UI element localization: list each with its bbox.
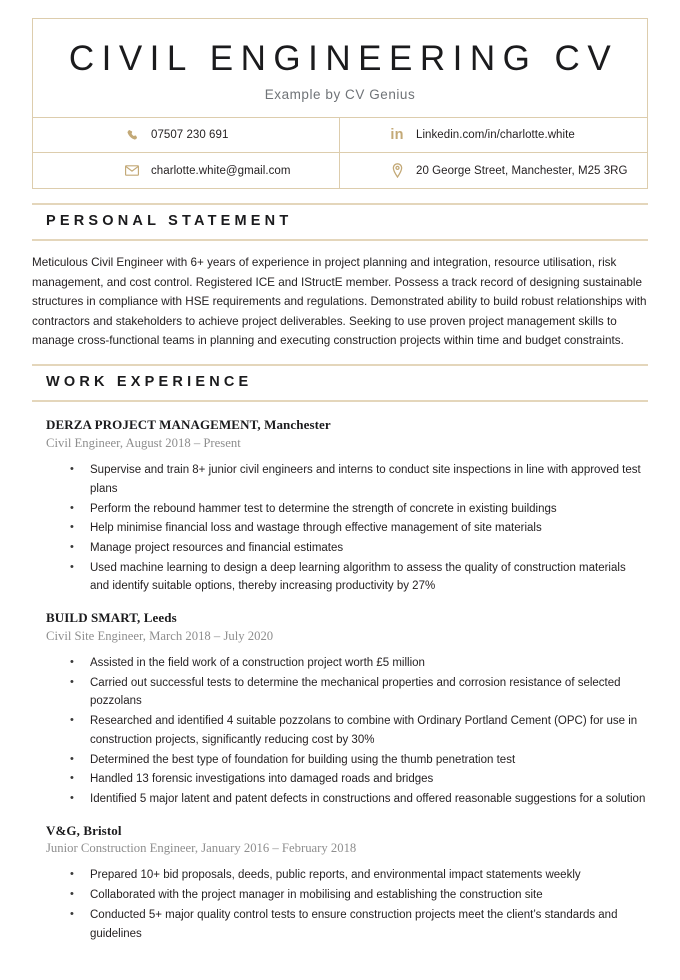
job-company: DERZA PROJECT MANAGEMENT, Manchester [46,417,331,433]
section-personal-statement [32,203,648,350]
personal-statement-body: Meticulous Civil Engineer with 6+ years of experience in project planning and integration, resource utilisation, risk management, and cost control. Registered ICE and IStructE member. Possess a track record of designing sustainable structures in compliance with HSE requirements and regulations. Demonstrated ability to build robust relationships with contractors and stakeholders to achieve project deliverables. Seeking to use proven project management skills to manage cross-functional teams in planning and executing construction projects within time and budget constraints. [32,256,647,347]
job-bullet: • Determined the best type of foundation for building using the thumb penetration test [32,751,648,770]
cv-page [0,18,680,980]
job-company: V&G, Bristol [46,822,122,838]
job-bullet: • Collaborated with the project manager in mobilising and establishing the construction site [32,886,648,905]
contact-address-value: 20 George Street, Manchester, M25 3RG [416,164,628,177]
job-bullet: • Help minimise financial loss and wastage through effective management of site materials [32,519,648,538]
section-work-experience [32,364,648,943]
job-title-dates: Civil Engineer, August 2018 – Present [46,435,241,450]
job-company: BUILD SMART, Leeds [46,610,177,626]
envelope-icon [119,165,145,176]
job-bullet: • Conducted 5+ major quality control tests to ensure construction projects meet the client’s standards and guidelines [32,906,648,943]
job-bullet-list [32,866,648,943]
job-title-dates: Junior Construction Engineer, January 2016 – February 2018 [46,841,357,856]
contact-phone-value: 07507 230 691 [151,129,229,142]
job-bullet: • Manage project resources and financial estimates [32,539,648,558]
job-bullet: • Used machine learning to design a deep learning algorithm to assess the quality of construction materials and identify suitable options, thereby increasing productivity by 27% [32,559,648,596]
job-title-dates: Civil Site Engineer, March 2018 – July 2020 [46,628,274,643]
contact-email[interactable] [33,153,340,188]
contact-linkedin[interactable] [340,118,647,153]
personal-statement-heading: PERSONAL STATEMENT [46,213,293,230]
job-bullet: • Carried out successful tests to determine the mechanical properties and corrosion resistance of selected pozzolans [32,674,648,711]
work-experience-heading: WORK EXPERIENCE [46,374,253,391]
page-subtitle: Example by CV Genius [264,87,416,103]
job-bullet: • Identified 5 major latent and patent defects in constructions and offered reasonable suggestions for a solution [32,790,648,809]
work-experience-list [32,416,648,943]
title-band [33,19,647,118]
job-entry [32,609,648,809]
job-bullet: • Assisted in the field work of a construction project worth £5 million [32,654,648,673]
contact-email-value: charlotte.white@gmail.com [151,164,291,177]
job-bullet: • Perform the rebound hammer test to determine the strength of concrete in existing buildings [32,500,648,519]
job-bullet: • Prepared 10+ bid proposals, deeds, public reports, and environmental impact statements weekly [32,866,648,885]
cv-header [32,18,648,189]
job-bullet: • Supervise and train 8+ junior civil engineers and interns to conduct site inspections in line with approved test plans [32,461,648,498]
phone-icon [119,129,145,142]
contact-phone[interactable] [33,118,340,153]
job-bullet: • Handled 13 forensic investigations into damaged roads and bridges [32,770,648,789]
map-pin-icon [384,163,410,178]
contact-linkedin-value: Linkedin.com/in/charlotte.white [416,129,575,142]
contact-address[interactable] [340,153,647,188]
work-experience-heading-bar [32,364,648,402]
job-entry [32,416,648,596]
job-bullet: • Researched and identified 4 suitable pozzolans to combine with Ordinary Portland Cement (OPC) for use in construction projects, significantly reducing cost by 30% [32,712,648,749]
job-bullet-list [32,461,648,596]
job-entry [32,822,648,944]
linkedin-icon: in [390,127,404,144]
contact-grid [33,118,647,188]
job-bullet-list [32,654,648,809]
page-title: CIVIL ENGINEERING CV [68,39,619,78]
personal-statement-heading-bar [32,203,648,241]
